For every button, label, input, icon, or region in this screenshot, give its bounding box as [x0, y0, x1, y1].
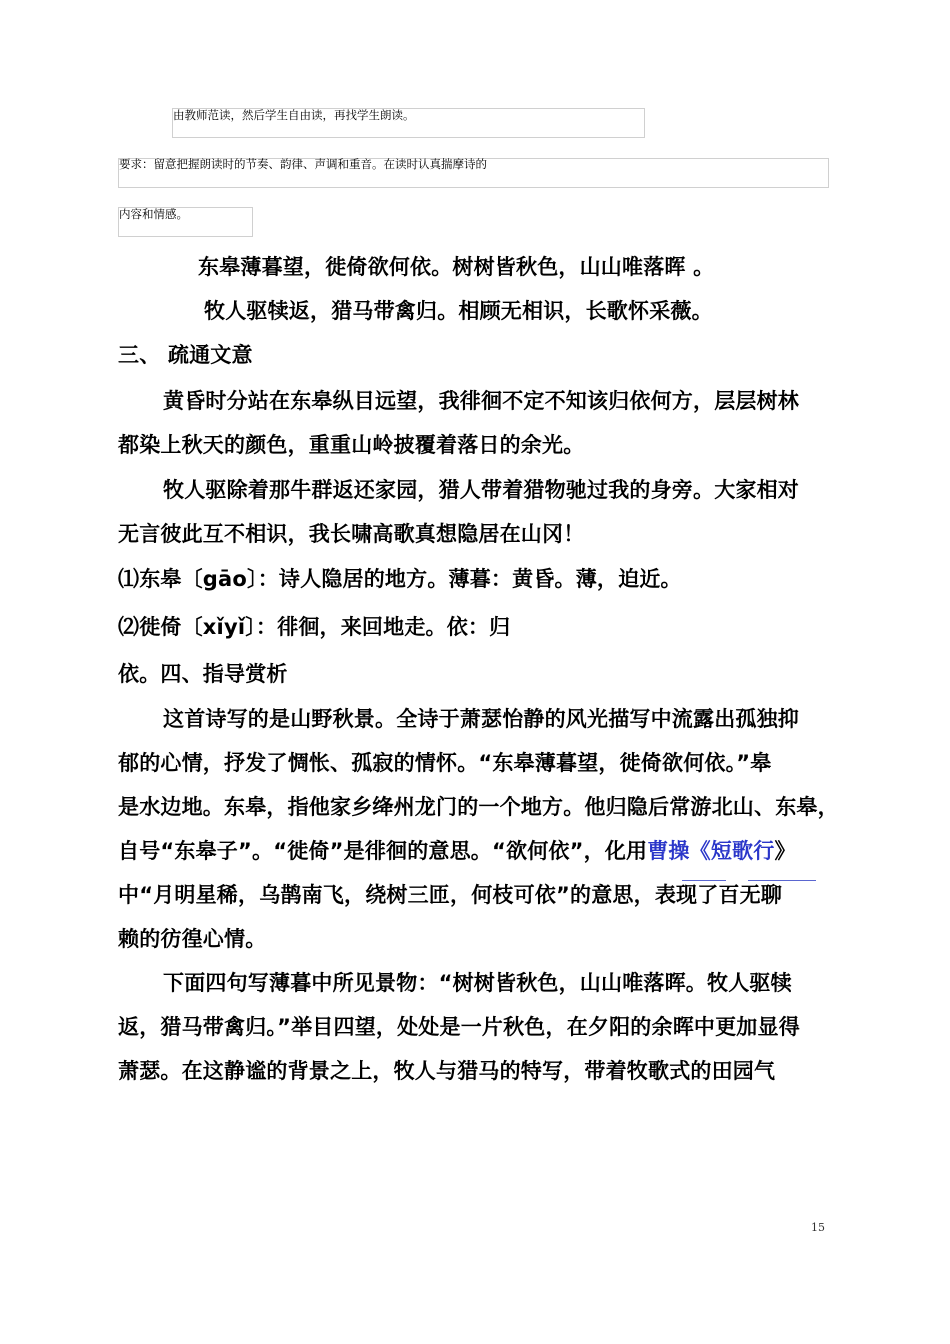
analysis-line: 中“月明星稀，乌鹊南飞，绕树三匝，何枝可依”的意思，表现了百无聊 [118, 883, 783, 907]
analysis-line: 赖的彷徨心情。 [118, 927, 267, 951]
analysis-line: 萧瑟。在这静谧的背景之上，牧人与猎马的特写，带着牧歌式的田园气 [118, 1059, 776, 1083]
requirement-text: 要求：留意把握朗读时的节奏、韵律、声调和重音。在读时认真揣摩诗的 [119, 157, 487, 171]
paraphrase-line: 黄昏时分站在东皋纵目远望，我徘徊不定不知该归依何方，层层树林 [163, 389, 799, 413]
paraphrase-line: 无言彼此互不相识，我长啸高歌真想隐居在山冈！ [118, 522, 585, 546]
link-cao-cao[interactable]: 曹操 [647, 839, 690, 863]
requirement-cont-text: 内容和情感。 [119, 207, 188, 221]
page-number: 15 [811, 1221, 825, 1234]
link-duan-ge-xing[interactable]: 《短歌行 [689, 839, 775, 863]
annotation-note-1: ⑴东皋〔gāo〕：诗人隐居的地方。薄暮：黄昏。薄，迫近。 [118, 567, 682, 591]
poem-line-2: 牧人驱犊返，猎马带禽归。相顾无相识，长歌怀采薇。 [204, 299, 713, 323]
poem-line-1: 东皋薄暮望，徙倚欲何依。树树皆秋色，山山唯落晖 。 [198, 255, 715, 279]
annotation-note-2: ⑵徙倚〔xǐyǐ〕：徘徊，来回地走。依：归 [118, 615, 511, 639]
analysis-line: 返，猎马带禽归。”举目四望，处处是一片秋色，在夕阳的余晖中更加显得 [118, 1015, 800, 1039]
reading-method-text: 由教师范读，然后学生自由读，再找学生朗读。 [173, 108, 415, 122]
analysis-line: 这首诗写的是山野秋景。全诗于萧瑟怡静的风光描写中流露出孤独抑 [163, 707, 799, 731]
analysis-line: 自号“东皋子”。“徙倚”是徘徊的意思。“欲何依”，化用曹操《短歌行》 [118, 839, 796, 863]
paraphrase-line: 都染上秋天的颜色，重重山岭披覆着落日的余光。 [118, 433, 585, 457]
analysis-line: 是水边地。东皋，指他家乡绛州龙门的一个地方。他归隐后常游北山、东皋， [118, 795, 839, 819]
paraphrase-line: 牧人驱除着那牛群返还家园，猎人带着猎物驰过我的身旁。大家相对 [163, 478, 799, 502]
section-4-heading: 四、指导赏析 [160, 662, 288, 686]
analysis-line: 下面四句写薄暮中所见景物：“树树皆秋色，山山唯落晖。牧人驱犊 [163, 971, 792, 995]
annotation-note-2-cont: 依。四、指导赏析 [118, 662, 288, 686]
section-3-heading: 三、 疏通文意 [118, 343, 253, 367]
analysis-line: 郁的心情，抒发了惆怅、孤寂的情怀。“东皋薄暮望，徙倚欲何依。”皋 [118, 751, 772, 775]
